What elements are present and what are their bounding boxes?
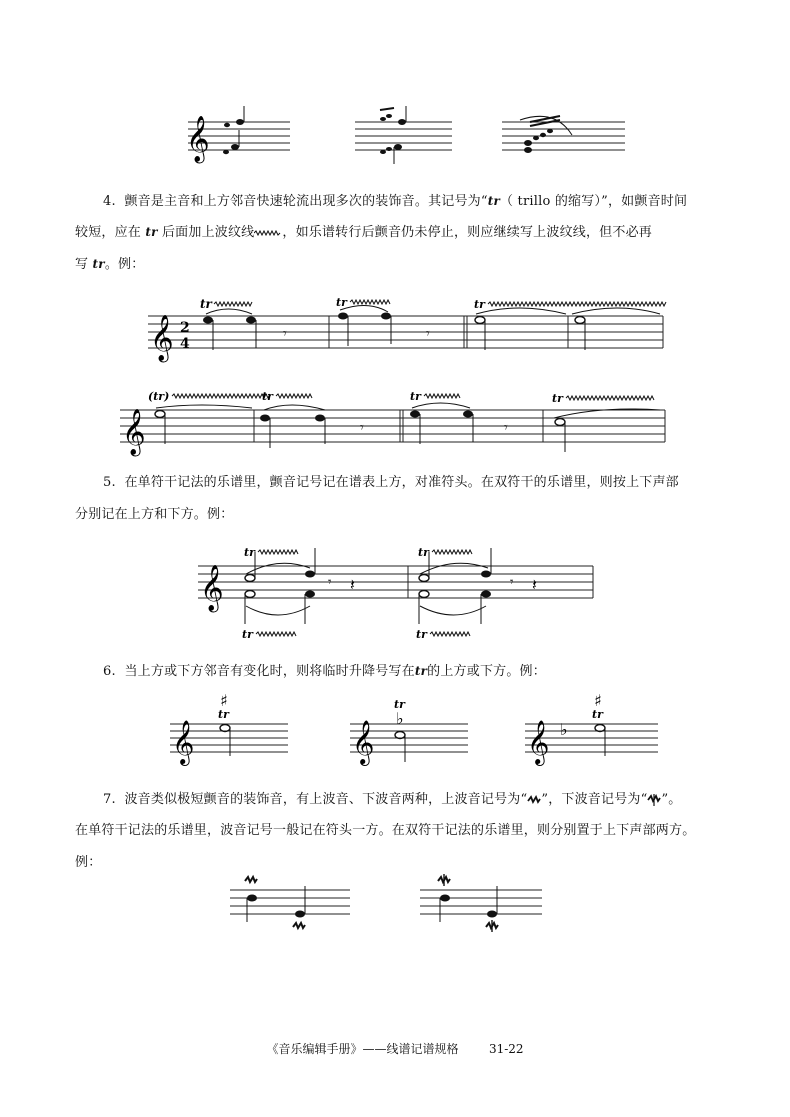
example-mordents xyxy=(230,872,550,942)
svg-text:𝄾: 𝄾 xyxy=(510,575,514,590)
example-grace-notes xyxy=(180,100,640,170)
trill-mark: tr xyxy=(394,698,405,711)
wavy-line-icon xyxy=(254,229,282,237)
main-note xyxy=(394,144,402,150)
example-two-voice-trill xyxy=(198,546,598,642)
trill-mark-upper: tr xyxy=(418,546,429,559)
grace-note xyxy=(236,119,244,125)
paragraph-5: 5. 在单符干记法的乐谱里，颤音记号记在谱表上方，对准符头。在双符干的乐谱里，则按上下声部 xyxy=(103,475,679,490)
staff-3 xyxy=(502,122,625,150)
page-footer xyxy=(0,1040,790,1057)
trill-mark-lower: tr xyxy=(416,628,427,641)
treble-clef-icon: 𝄞 xyxy=(186,116,210,162)
treble-clef-icon: 𝄞 xyxy=(172,720,195,764)
trill-mark: tr xyxy=(552,392,563,405)
example-trill-system-1 xyxy=(148,296,668,366)
paragraph-7-line3: 例： xyxy=(75,855,102,870)
svg-text:𝄾: 𝄾 xyxy=(426,326,430,342)
lower-mordent-icon xyxy=(486,920,498,932)
trill-symbol-icon: tr xyxy=(487,194,501,208)
treble-clef-icon: 𝄞 xyxy=(527,720,550,764)
trill-mark-lower: tr xyxy=(242,628,253,641)
trill-symbol-icon: tr xyxy=(414,664,428,678)
lower-mordent-icon xyxy=(647,794,661,806)
flat-icon: ♭ xyxy=(396,709,404,728)
svg-text:𝄾: 𝄾 xyxy=(360,420,364,436)
upper-mordent-icon xyxy=(527,795,541,805)
svg-text:𝄾: 𝄾 xyxy=(504,420,508,436)
trill-mark: tr xyxy=(200,297,212,311)
treble-clef-icon: 𝄞 xyxy=(200,565,224,611)
svg-text:𝄽: 𝄽 xyxy=(350,575,355,594)
paragraph-4: 4. 颤音是主音和上方邻音快速轮流出现多次的装饰音。其记号为“tr（ trillo 的缩写）”，如颤音时间 xyxy=(103,194,688,209)
trill-symbol-icon: tr xyxy=(145,225,158,239)
footer-title: 《音乐编辑手册》——线谱记谱规格 xyxy=(266,1042,459,1056)
svg-text:𝄾: 𝄾 xyxy=(328,575,332,590)
paragraph-6: 6. 当上方或下方邻音有变化时，则将临时升降号写在tr的上方或下方。例： xyxy=(103,664,546,679)
grace-note xyxy=(223,150,229,154)
svg-text:𝄾: 𝄾 xyxy=(283,326,287,342)
upper-mordent-icon xyxy=(293,923,305,928)
trill-mark-parenthesized: (tr) xyxy=(148,390,170,403)
example-trill-system-2 xyxy=(120,388,670,458)
paragraph-7: 7. 波音类似极短颤音的装饰音，有上波音、下波音两种，上波音记号为“ ”，下波音记号为“ ”。 xyxy=(103,792,682,807)
svg-text:𝄽: 𝄽 xyxy=(532,575,537,594)
trill-mark-upper: tr xyxy=(244,546,255,559)
sharp-icon: ♯ xyxy=(594,691,602,710)
paragraph-4-line3: 写 tr。例： xyxy=(75,257,145,272)
example-trill-accidentals xyxy=(170,690,670,770)
paragraph-5-line2: 分别记在上方和下方。例： xyxy=(75,507,234,522)
lower-mordent-icon xyxy=(438,874,450,886)
trill-mark: tr xyxy=(592,708,603,721)
treble-clef-icon: 𝄞 xyxy=(352,720,375,764)
main-note xyxy=(398,119,406,125)
sharp-icon: ♯ xyxy=(220,691,228,710)
page-number: 31-22 xyxy=(488,1042,524,1056)
time-signature-top: 2 xyxy=(180,320,190,336)
trill-mark: tr xyxy=(474,298,485,311)
grace-note xyxy=(224,123,230,127)
staff-2 xyxy=(355,122,452,150)
treble-clef-icon: 𝄞 xyxy=(150,315,174,361)
paragraph-4-line2: 较短，应在 tr 后面加上波纹线 ，如乐谱转行后颤音仍未停止，则应继续写上波纹线，但不必再 xyxy=(75,225,652,240)
upper-mordent-icon xyxy=(245,877,257,882)
time-signature-bottom: 4 xyxy=(180,336,190,352)
trill-mark: tr xyxy=(336,296,347,309)
key-flat-icon: ♭ xyxy=(560,720,568,739)
trill-symbol-icon: tr xyxy=(92,257,105,271)
main-note xyxy=(231,144,239,150)
trill-mark: tr xyxy=(262,390,273,403)
treble-clef-icon: 𝄞 xyxy=(122,409,146,455)
trill-mark: tr xyxy=(410,390,421,403)
trill-mark: tr xyxy=(218,708,229,721)
paragraph-7-line2: 在单符干记法的乐谱里，波音记号一般记在符头一方。在双符干记法的乐谱里，则分别置于上下声部两方。 xyxy=(75,823,696,838)
